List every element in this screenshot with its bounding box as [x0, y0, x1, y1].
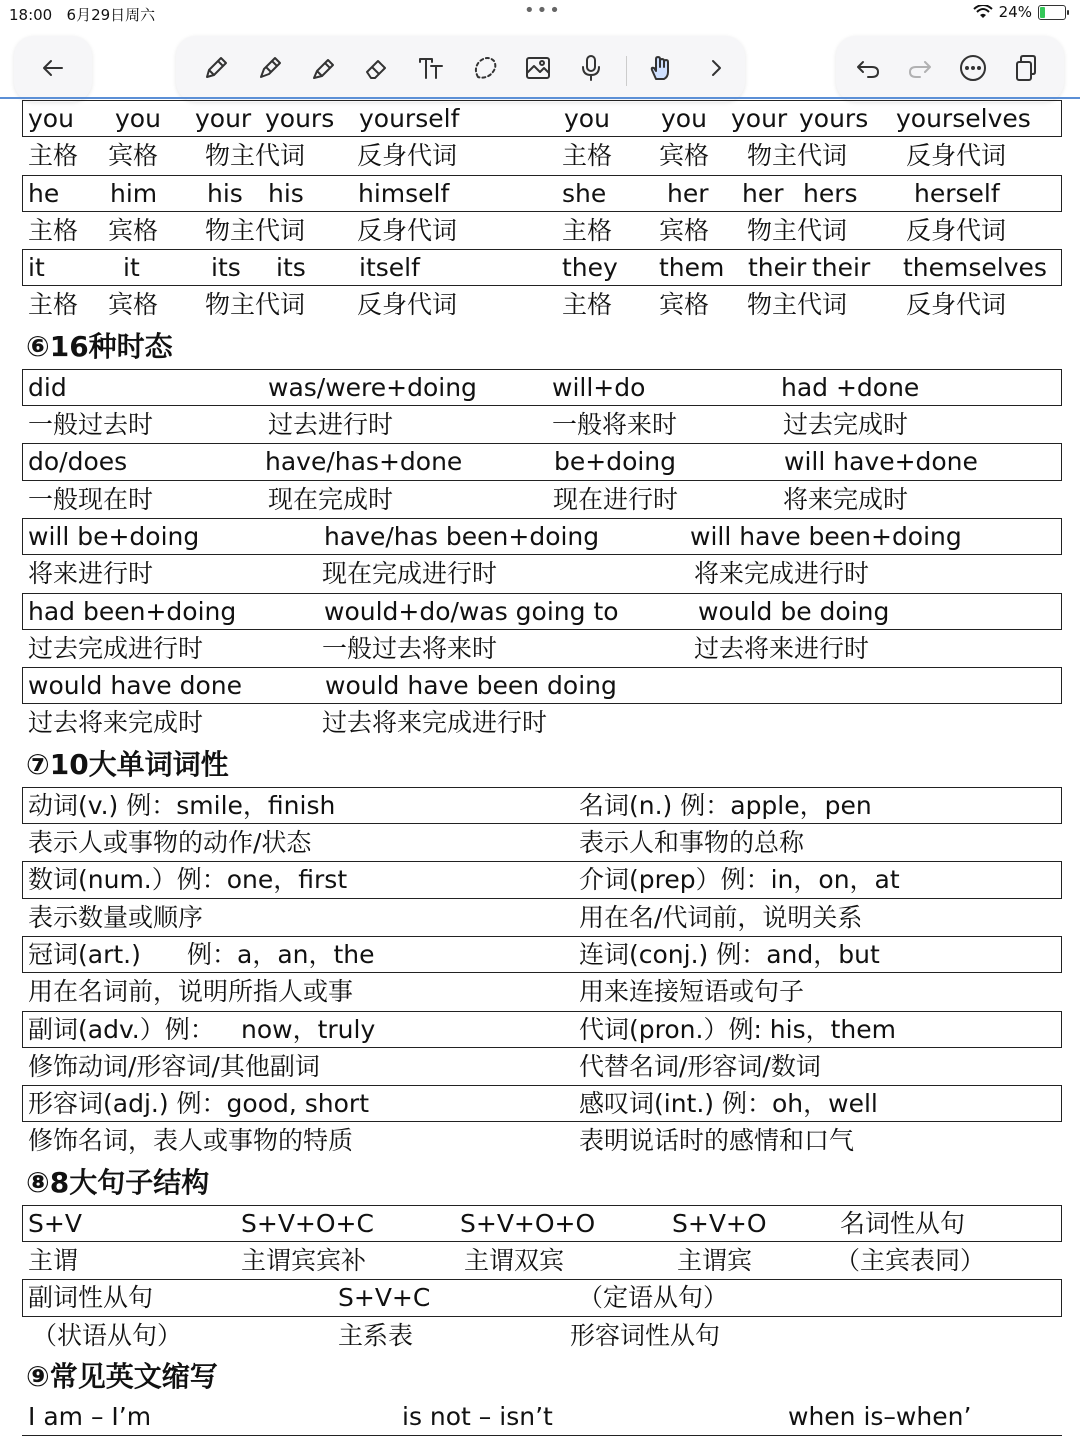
tense-row-en	[22, 667, 1062, 704]
table-cell: themselves	[903, 253, 1047, 283]
page-top-divider	[0, 97, 1080, 99]
pos-row-en	[22, 936, 1062, 973]
tense-row-cn	[22, 555, 1062, 592]
table-cell: it	[28, 253, 45, 283]
table-cell: will be+doing	[28, 521, 200, 551]
table-cell: 形容词(adj.) 例：good, short	[28, 1089, 370, 1119]
toolbar-divider	[626, 56, 627, 86]
table-cell: his	[207, 178, 243, 208]
table-cell: 宾格	[108, 215, 159, 245]
sentence-row-en	[22, 1279, 1062, 1316]
table-cell: 名词(n.) 例：apple，pen	[579, 790, 872, 820]
table-cell: did	[28, 372, 67, 402]
table-cell: 物主代词	[205, 141, 306, 171]
table-cell: they	[562, 253, 618, 283]
table-cell: 反身代词	[357, 215, 458, 245]
abbreviation-item: is not – isn’t	[402, 1401, 553, 1431]
parts-of-speech-heading: ⑦10大单词词性	[26, 747, 229, 781]
table-cell: would be doing	[698, 596, 890, 626]
table-cell: 一般过去将来时	[322, 633, 498, 663]
lasso-icon[interactable]	[465, 48, 505, 88]
text-icon[interactable]	[411, 48, 451, 88]
note-page[interactable]	[22, 100, 1062, 1436]
table-cell: you	[28, 104, 74, 133]
table-cell: had been+doing	[28, 596, 237, 626]
pos-row-en	[22, 1085, 1062, 1122]
table-cell: 主格	[562, 215, 613, 245]
pos-row-en	[22, 1011, 1062, 1048]
table-cell: 过去将来完成时	[28, 708, 204, 738]
battery-icon	[1038, 5, 1066, 20]
table-cell: 反身代词	[357, 141, 458, 171]
abbreviation-item: I am – I’m	[28, 1401, 152, 1431]
table-cell: it	[123, 253, 140, 283]
pronoun-row-cn	[22, 212, 1062, 249]
table-cell: S+V+C	[338, 1283, 431, 1313]
table-cell: 过去完成进行时	[28, 633, 204, 663]
pen-icon[interactable]	[250, 48, 290, 88]
table-cell: 现在进行时	[553, 484, 679, 514]
table-cell: will have+done	[784, 447, 978, 477]
table-cell: will+do	[552, 372, 646, 402]
table-cell: him	[110, 178, 158, 208]
table-cell: 副词(adv.）例：	[28, 1014, 215, 1044]
pos-row-cn	[22, 1122, 1062, 1159]
table-cell: 将来进行时	[28, 559, 154, 589]
table-cell: 感叹词(int.) 例：oh，well	[579, 1089, 878, 1119]
table-cell: 主谓宾宾补	[241, 1246, 367, 1276]
table-cell: 反身代词	[906, 215, 1007, 245]
table-cell: 物主代词	[205, 215, 306, 245]
table-cell: 将来完成时	[783, 484, 909, 514]
table-cell: she	[562, 178, 607, 208]
table-cell: 形容词性从句	[570, 1320, 721, 1350]
tense-row-en	[22, 593, 1062, 630]
pencil-icon[interactable]	[196, 48, 236, 88]
redo-icon[interactable]	[900, 48, 940, 88]
status-bar	[0, 0, 1080, 28]
table-cell: 用来连接短语或句子	[579, 977, 805, 1007]
table-cell: would have been doing	[325, 671, 617, 701]
table-cell: 物主代词	[747, 215, 848, 245]
tense-row-en	[22, 369, 1062, 406]
pages-icon[interactable]	[1006, 48, 1046, 88]
tense-row-cn	[22, 481, 1062, 518]
table-cell: S+V+O	[672, 1208, 767, 1238]
table-cell: 连词(conj.) 例：and，but	[579, 939, 880, 969]
pos-row-cn	[22, 973, 1062, 1010]
table-cell: herself	[914, 178, 1000, 208]
table-cell: 表示人或事物的动作/状态	[28, 828, 312, 858]
table-cell: 宾格	[659, 141, 710, 171]
table-cell: 代词(pron.）例: his，them	[579, 1014, 897, 1044]
table-cell: would have done	[28, 671, 243, 701]
table-cell: 反身代词	[906, 141, 1007, 171]
table-cell: 主格	[28, 290, 79, 320]
eraser-icon[interactable]	[357, 48, 397, 88]
table-cell: 宾格	[108, 290, 159, 320]
pronoun-row-en	[22, 100, 1062, 137]
table-cell: yourself	[359, 104, 460, 133]
table-cell: his	[268, 178, 304, 208]
table-cell: 宾格	[659, 290, 710, 320]
table-cell: be+doing	[554, 447, 677, 477]
table-cell: 名词性从句	[840, 1208, 966, 1238]
table-cell: （定语从句）	[578, 1283, 729, 1313]
table-cell: （主宾表同）	[835, 1246, 986, 1276]
table-cell: was/were+doing	[268, 372, 477, 402]
sentence-row-cn	[22, 1242, 1062, 1279]
table-cell: you	[115, 104, 161, 133]
table-cell: their	[748, 253, 807, 283]
table-cell: 代替名词/形容词/数词	[579, 1051, 821, 1081]
sentence-structure-table	[22, 1205, 1062, 1354]
table-cell: 过去进行时	[268, 410, 394, 440]
table-cell: will have been+doing	[690, 521, 962, 551]
image-icon[interactable]	[518, 48, 558, 88]
table-cell: 过去将来进行时	[694, 633, 870, 663]
abbreviation-item: when is–when’	[788, 1401, 972, 1431]
back-arrow-icon[interactable]	[33, 48, 73, 88]
highlighter-icon[interactable]	[304, 48, 344, 88]
table-cell: 现在完成时	[268, 484, 394, 514]
table-cell: your	[731, 104, 788, 133]
table-cell: their	[812, 253, 871, 283]
table-cell: her	[667, 178, 709, 208]
pos-row-cn	[22, 1048, 1062, 1085]
table-cell: 冠词(art.)	[28, 939, 141, 969]
pronoun-row-en	[22, 249, 1062, 286]
tenses-heading: ⑥16种时态	[26, 329, 173, 363]
table-cell: 反身代词	[906, 290, 1007, 320]
table-cell: its	[211, 253, 241, 283]
table-cell: 现在完成进行时	[322, 559, 498, 589]
table-cell: S+V+O+O	[460, 1208, 596, 1238]
table-cell: （状语从句）	[32, 1320, 183, 1350]
table-cell: 物主代词	[747, 290, 848, 320]
undo-icon[interactable]	[848, 48, 888, 88]
table-cell: your	[195, 104, 252, 133]
table-cell: do/does	[28, 447, 128, 477]
table-cell: 修饰动词/形容词/其他副词	[28, 1051, 320, 1081]
table-cell: have/has been+doing	[324, 521, 600, 551]
pronoun-table	[22, 100, 1062, 324]
table-cell: himself	[358, 178, 450, 208]
multitask-dots-icon[interactable]: •••	[524, 0, 562, 21]
table-cell: 动词(v.) 例：smile，finish	[28, 790, 336, 820]
table-cell: 副词性从句	[28, 1283, 154, 1313]
table-cell: 用在名词前，说明所指人或事	[28, 977, 354, 1007]
tense-row-cn	[22, 406, 1062, 443]
pronoun-row-cn	[22, 286, 1062, 323]
actions-pill	[836, 36, 1064, 102]
table-cell: you	[564, 104, 610, 133]
back-pill	[14, 36, 92, 102]
wifi-icon	[973, 5, 993, 19]
table-cell: 反身代词	[357, 290, 458, 320]
table-cell: 主系表	[338, 1320, 414, 1350]
table-cell: he	[28, 178, 60, 208]
abbreviations-heading: ⑨常见英文缩写	[26, 1359, 218, 1393]
table-cell: 主谓宾	[677, 1246, 753, 1276]
tense-row-en	[22, 518, 1062, 555]
status-time: 18:00 6月29日周六	[9, 6, 156, 24]
table-cell: would+do/was going to	[324, 596, 619, 626]
table-cell: 表明说话时的感情和口气	[579, 1126, 855, 1156]
pos-row-cn	[22, 824, 1062, 861]
table-cell: 物主代词	[747, 141, 848, 171]
table-cell: 将来完成进行时	[694, 559, 870, 589]
note-toolbar	[0, 36, 1080, 102]
table-cell: you	[661, 104, 707, 133]
battery-percent: 24%	[998, 3, 1032, 21]
table-cell: 用在名/代词前，说明关系	[579, 902, 863, 932]
chevron-right-icon[interactable]	[696, 48, 736, 88]
tense-row-en	[22, 443, 1062, 480]
table-cell: her	[742, 178, 784, 208]
sentence-row-cn	[22, 1317, 1062, 1354]
table-cell: 一般过去时	[28, 410, 154, 440]
pos-row-en	[22, 787, 1062, 824]
table-cell: S+V	[28, 1208, 82, 1238]
table-cell: 主谓双宾	[464, 1246, 565, 1276]
tense-row-cn	[22, 630, 1062, 667]
table-cell: had +done	[781, 372, 920, 402]
table-cell: 表示人和事物的总称	[579, 828, 805, 858]
table-cell: 修饰名词，表人或事物的特质	[28, 1126, 354, 1156]
table-cell: 主格	[562, 290, 613, 320]
table-cell: 介词(prep）例：in，on，at	[579, 865, 900, 895]
table-cell: S+V+O+C	[241, 1208, 374, 1238]
pos-row-cn	[22, 899, 1062, 936]
table-cell: 宾格	[108, 141, 159, 171]
table-cell: have/has+done	[265, 447, 463, 477]
pronoun-row-cn	[22, 137, 1062, 174]
table-cell: 物主代词	[205, 290, 306, 320]
sentence-structure-heading: ⑧8大句子结构	[26, 1165, 210, 1199]
parts-of-speech-table	[22, 787, 1062, 1160]
tense-row-cn	[22, 704, 1062, 741]
table-cell: 过去完成时	[783, 410, 909, 440]
table-cell: yourselves	[896, 104, 1031, 133]
table-cell: 主谓	[28, 1246, 79, 1276]
pos-row-en	[22, 861, 1062, 898]
table-cell: 主格	[28, 215, 79, 245]
table-cell: 例：a，an，the	[187, 939, 375, 969]
table-cell: 主格	[562, 141, 613, 171]
table-cell: yours	[265, 104, 335, 133]
table-cell: 表示数量或顺序	[28, 902, 204, 932]
table-cell: its	[276, 253, 306, 283]
table-cell: 主格	[28, 141, 79, 171]
table-cell: now，truly	[241, 1014, 376, 1044]
table-cell: them	[659, 253, 725, 283]
table-cell: 宾格	[659, 215, 710, 245]
tools-pill	[176, 36, 745, 102]
table-cell: yours	[799, 104, 869, 133]
table-cell: hers	[803, 178, 858, 208]
table-cell: 数词(num.）例：one，first	[28, 865, 348, 895]
sentence-row-en	[22, 1205, 1062, 1242]
table-cell: 一般现在时	[28, 484, 154, 514]
microphone-icon[interactable]	[571, 48, 611, 88]
hand-touch-icon[interactable]	[641, 48, 681, 88]
more-icon[interactable]	[953, 48, 993, 88]
table-cell: itself	[359, 253, 420, 283]
abbreviation-row	[22, 1399, 1062, 1436]
table-cell: 过去将来完成进行时	[322, 708, 548, 738]
pronoun-row-en	[22, 175, 1062, 212]
table-cell: 一般将来时	[552, 410, 678, 440]
tense-table	[22, 369, 1062, 742]
